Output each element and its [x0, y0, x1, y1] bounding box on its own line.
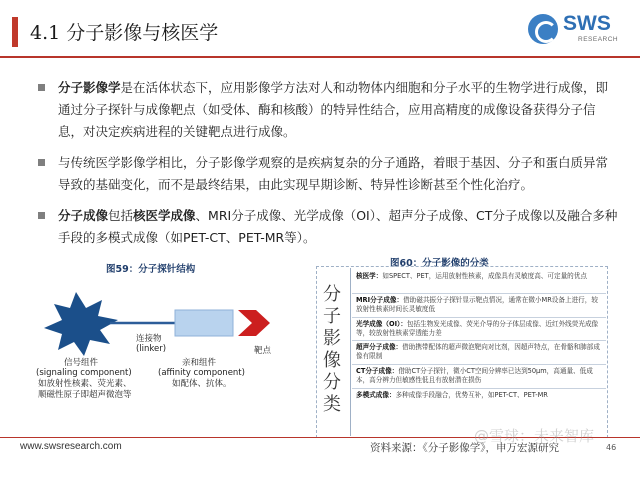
row-name: 核医学： — [356, 272, 383, 280]
vertical-title-char: 子 — [323, 306, 341, 327]
affinity-component-shape — [175, 310, 233, 336]
vertical-title-char: 像 — [323, 350, 341, 371]
affinity-sublabel: (affinity component) — [158, 368, 245, 378]
row-name: 光学成像（OI）： — [356, 319, 407, 328]
bullet-lead: 分子影像学 — [58, 80, 121, 95]
bullet-text: 是在活体状态下，应用影像学方法对人和动物体内细胞和分子水平的生物学进行成像，即通过分子探针与成像靶点（如受体、酶和核酸）的特异性结合，应用高精度的成像设备获得分子信息，对决定疾病进程的关键靶点进行成像。 — [58, 80, 609, 139]
bullet-item — [38, 77, 618, 143]
footer-url[interactable]: www.swsresearch.com — [20, 441, 122, 452]
bullet-text: 、MRI分子成像、光学成像（OI）、超声分子成像、CT分子成像以及融合多种手段的多模式成像（如PET-CT、PET-MR等）。 — [58, 208, 618, 245]
affinity-description: 如配体、抗体。 — [172, 379, 232, 389]
signal-component-burst — [44, 292, 118, 356]
row-name: CT分子成像： — [356, 367, 399, 376]
classification-row — [352, 365, 606, 389]
bullet-lead: 分子成像 — [58, 208, 109, 223]
classification-row — [352, 341, 606, 365]
bullet-text: 包括 — [108, 208, 134, 223]
row-desc: 借助磁共振分子探针显示靶点情况，通常在微小MR设备上进行，较放射性核素时间长灵敏度低 — [356, 295, 598, 313]
probe-structure-diagram — [30, 278, 310, 428]
bullet-lead-secondary: 核医学成像 — [133, 208, 196, 223]
classification-row — [352, 318, 606, 342]
footer-source: 资料来源：《分子影像学》，申万宏源研究 — [370, 442, 559, 454]
vertical-title-char: 分 — [323, 284, 341, 305]
row-name: 多模式成像： — [356, 390, 396, 399]
sws-logo-icon — [528, 14, 558, 44]
signal-label: 信号组件 — [64, 358, 99, 368]
classification-row — [352, 270, 606, 294]
logo-text: SWS — [563, 12, 611, 35]
bullet-square-icon — [38, 84, 45, 91]
watermark: @雪球：未来智库 — [474, 427, 595, 445]
affinity-label: 亲和组件 — [182, 358, 217, 368]
vertical-title-char: 类 — [323, 394, 341, 415]
logo-subtext: RESEARCH — [578, 36, 619, 43]
row-name: MRI分子成像： — [356, 295, 404, 304]
row-name: 超声分子成像： — [356, 343, 403, 352]
vertical-title-char: 影 — [323, 328, 341, 349]
row-desc: 多种成像手段融合，优势互补，如PET-CT、PET-MR — [395, 390, 548, 399]
signal-description: 如放射性核素、荧光素、顺磁性原子即超声微泡等 — [38, 379, 132, 400]
page-title: 4.1 分子影像与核医学 — [30, 22, 219, 44]
classification-vertical-title — [320, 284, 344, 416]
bullet-text: 与传统医学影像学相比，分子影像学观察的是疾病复杂的分子通路，着眼于基因、分子和蛋白质异常导致的基础变化，而不是最终结果，由此实现早期诊断、特异性诊断甚至个性化治疗。 — [58, 155, 609, 192]
sws-logo — [528, 12, 636, 48]
row-desc: 包括生物发光成像、荧光介导的分子体层成像、近红外线荧光成像等，较放射性核素穿透能力差 — [356, 319, 599, 337]
signal-sublabel: (signaling component) — [36, 368, 132, 378]
row-desc: 如SPECT、PET，运用放射性核素，成像具有灵敏度高、可定量的优点 — [382, 272, 587, 280]
figure60-caption: 图60：分子影像的分类 — [390, 258, 489, 269]
title-divider — [0, 56, 640, 58]
classification-rows — [352, 270, 606, 413]
page-number: 46 — [606, 443, 617, 452]
target-chevron — [238, 310, 270, 336]
row-desc: 借助CT分子探针，微小CT空间分辨率已达到50μm，高通量、低成本，高分辨力但敏感性低且有放射潜在损伤 — [356, 367, 593, 385]
vertical-title-char: 分 — [323, 372, 341, 393]
target-label: 靶点 — [254, 346, 272, 356]
bullet-item — [38, 152, 618, 196]
figure59-caption: 图59：分子探针结构 — [106, 264, 196, 275]
bullet-square-icon — [38, 159, 45, 166]
bullet-item — [38, 205, 618, 249]
bullet-list — [38, 77, 618, 258]
classification-row — [352, 294, 606, 318]
linker-label: 连接物 — [136, 334, 162, 344]
row-desc: 借助携带配体的超声微泡靶向对比剂，因超声特点，在骨骼和肺部成像有限制 — [356, 343, 600, 361]
table-vertical-separator — [350, 268, 351, 436]
title-accent-bar — [12, 17, 18, 47]
bullet-square-icon — [38, 212, 45, 219]
linker-sublabel: (linker) — [136, 344, 167, 354]
title-bar — [0, 0, 640, 58]
classification-row — [352, 389, 606, 413]
